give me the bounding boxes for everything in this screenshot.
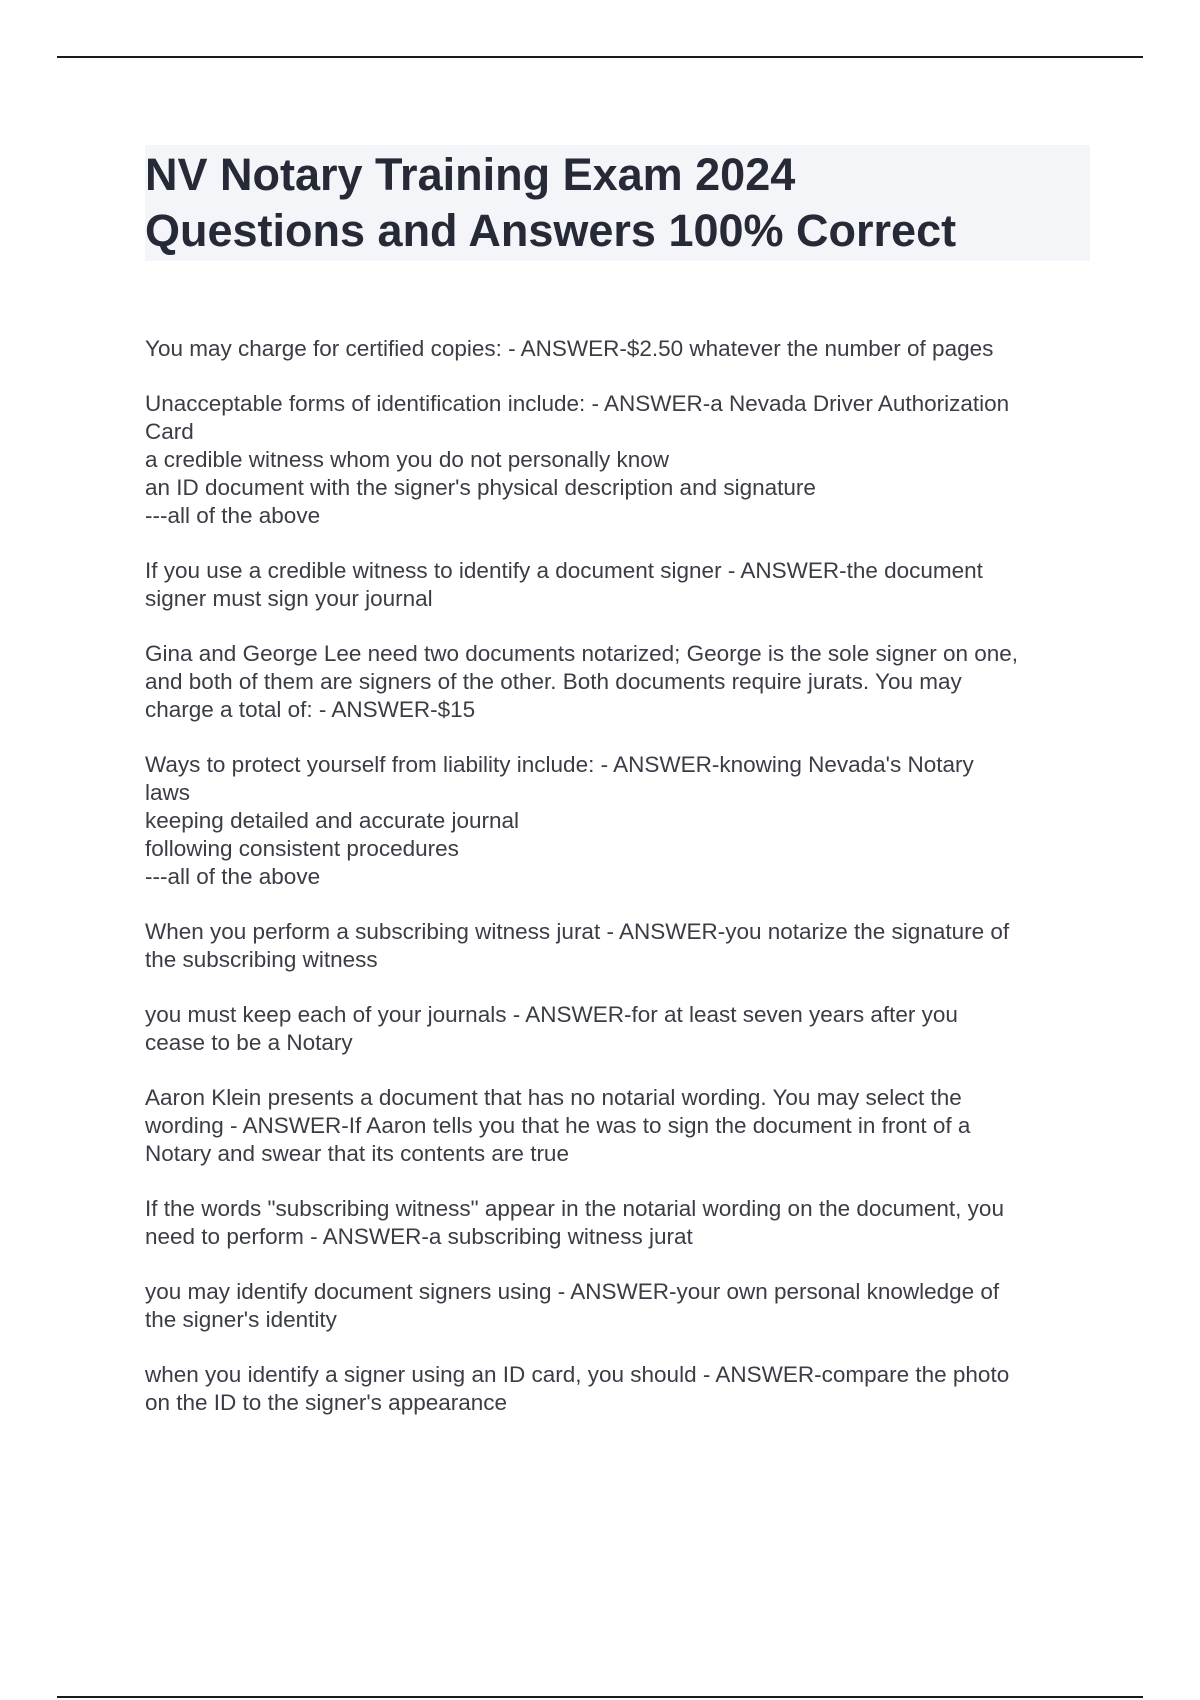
qa-item	[145, 335, 1090, 363]
qa-item	[145, 1195, 1090, 1251]
header-rule	[57, 56, 1143, 58]
qa-line: If you use a credible witness to identify a document signer - ANSWER-the document	[145, 558, 983, 583]
qa-line: wording - ANSWER-If Aaron tells you that he was to sign the document in front of a	[145, 1113, 971, 1138]
title-line-2: Questions and Answers 100% Correct	[145, 205, 957, 256]
qa-line: If the words "subscribing witness" appear in the notarial wording on the document, you	[145, 1196, 1004, 1221]
qa-line: signer must sign your journal	[145, 586, 433, 611]
qa-item	[145, 1084, 1090, 1168]
qa-line: Unacceptable forms of identification include: - ANSWER-a Nevada Driver Authorization	[145, 391, 1010, 416]
qa-line: on the ID to the signer's appearance	[145, 1390, 508, 1415]
qa-line: need to perform - ANSWER-a subscribing witness jurat	[145, 1224, 693, 1249]
footer-rule	[57, 1696, 1143, 1698]
qa-item	[145, 1278, 1090, 1334]
qa-line: laws	[145, 780, 191, 805]
qa-line: the subscribing witness	[145, 947, 378, 972]
qa-item	[145, 918, 1090, 974]
qa-line: cease to be a Notary	[145, 1030, 353, 1055]
qa-line: You may charge for certified copies: - ANSWER-$2.50 whatever the number of pages	[145, 336, 994, 361]
qa-line: you may identify document signers using - ANSWER-your own personal knowledge of	[145, 1279, 1000, 1304]
qa-item	[145, 390, 1090, 530]
qa-item	[145, 557, 1090, 613]
qa-line: an ID document with the signer's physical description and signature	[145, 475, 816, 500]
qa-line: charge a total of: - ANSWER-$15	[145, 697, 476, 722]
qa-line: following consistent procedures	[145, 836, 459, 861]
qa-item	[145, 1361, 1090, 1417]
qa-item	[145, 640, 1090, 724]
qa-item	[145, 1001, 1090, 1057]
qa-item	[145, 751, 1090, 891]
qa-line: Ways to protect yourself from liability include: - ANSWER-knowing Nevada's Notary	[145, 752, 974, 777]
qa-line: Card	[145, 419, 194, 444]
qa-line: a credible witness whom you do not personally know	[145, 447, 670, 472]
qa-line: when you identify a signer using an ID card, you should - ANSWER-compare the photo	[145, 1362, 1010, 1387]
document-title	[145, 145, 1090, 261]
qa-line: ---all of the above	[145, 864, 321, 889]
qa-line: ---all of the above	[145, 503, 321, 528]
qa-list	[145, 335, 1090, 1444]
qa-line: Aaron Klein presents a document that has no notarial wording. You may select the	[145, 1085, 962, 1110]
qa-line: and both of them are signers of the other. Both documents require jurats. You may	[145, 669, 962, 694]
qa-line: When you perform a subscribing witness jurat - ANSWER-you notarize the signature of	[145, 919, 1010, 944]
qa-line: Gina and George Lee need two documents notarized; George is the sole signer on one,	[145, 641, 1019, 666]
qa-line: Notary and swear that its contents are true	[145, 1141, 569, 1166]
title-line-1: NV Notary Training Exam 2024	[145, 149, 796, 200]
qa-line: keeping detailed and accurate journal	[145, 808, 520, 833]
qa-line: the signer's identity	[145, 1307, 337, 1332]
qa-line: you must keep each of your journals - ANSWER-for at least seven years after you	[145, 1002, 958, 1027]
document-page	[145, 145, 1090, 1415]
